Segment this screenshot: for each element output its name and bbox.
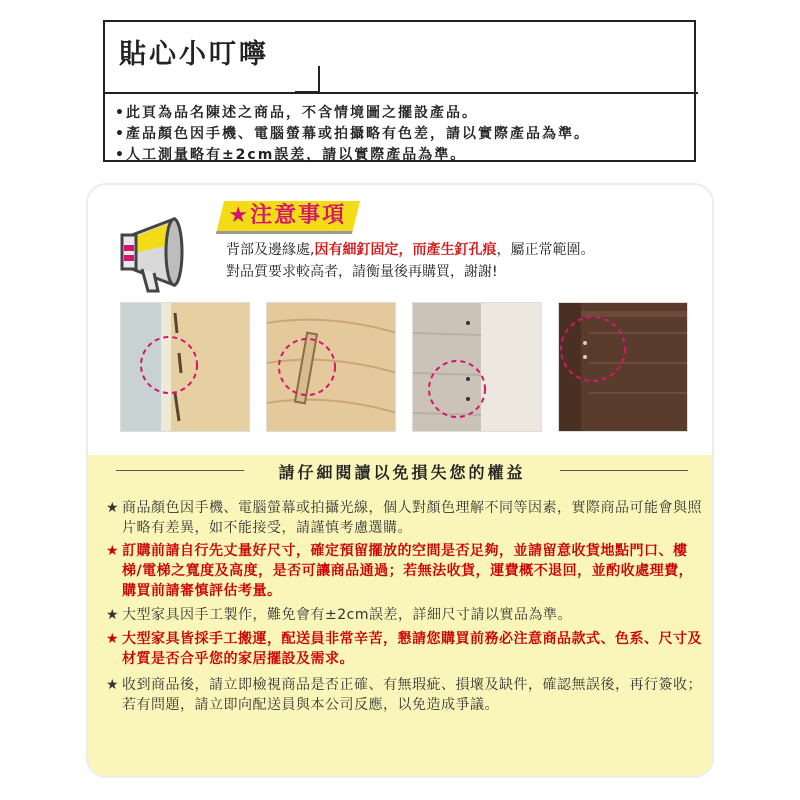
star-icon: ★ — [106, 500, 120, 516]
reading-item-text: 大型家具皆採手工搬運，配送員非常辛苦，懇請您購買前務必注意商品款式、色系、尺寸及材質是否合乎您的家居擺設及需求。 — [122, 631, 702, 667]
notice-line-1: •此頁為品名陳述之商品，不含情境圖之擺設產品。 — [115, 105, 478, 121]
notice-divider-hook — [295, 58, 325, 94]
reading-item-1 — [106, 498, 702, 538]
reading-item-2 — [106, 541, 702, 601]
reading-item-text: 收到商品後，請立即檢視商品是否正確、有無瑕疵、損壞及缺件，確認無誤後，再行簽收；若有問題，請立即向配送員與本公司反應，以免造成爭議。 — [122, 677, 702, 713]
warning-badge-label: ★注意事項 — [228, 203, 347, 228]
reading-item-4 — [106, 629, 702, 669]
notice-line-2: •產品顏色因手機、電腦螢幕或拍攝略有色差，請以實際產品為準。 — [115, 126, 590, 142]
reading-item-text: 訂購前請自行先丈量好尺寸，確定預留擺放的空間是否足夠，並請留意收貨地點門口、樓梯/電梯之寬度及高度，是否可讓商品通過；若無法收貨，運費概不退回，並酌收處理費，購買前請審慎評估考量。 — [122, 543, 694, 599]
notice-line-3: •人工測量略有±2cm誤差，請以實際產品為準。 — [115, 147, 467, 163]
warning-line-1-red: 因有細釘固定，而產生釘孔痕 — [314, 242, 497, 258]
photo-row — [120, 302, 688, 432]
star-icon: ★ — [106, 631, 120, 647]
white-panel-photo — [412, 302, 542, 432]
warning-line-1-post: ，屬正常範圍。 — [496, 242, 595, 258]
notice-divider — [105, 92, 698, 94]
star-icon: ★ — [106, 607, 120, 623]
reading-item-5 — [106, 675, 702, 715]
reading-item-text: 大型家具因手工製作，難免會有±2cm誤差，詳細尺寸請以實品為準。 — [122, 607, 572, 623]
warning-badge — [216, 201, 360, 234]
reading-panel — [88, 455, 714, 778]
reading-item-text: 商品顏色因手機、電腦螢幕或拍攝光線，個人對顏色理解不同等因素，實際商品可能會與照片略有差異，如不能接受，請謹慎考慮選購。 — [122, 500, 702, 536]
notice-box — [103, 20, 696, 162]
wood-grain-photo — [266, 302, 396, 432]
star-icon: ★ — [106, 543, 120, 559]
dark-wood-photo — [558, 302, 688, 432]
warning-line-2: 對品質要求較高者，請衡量後再購買，謝謝! — [226, 264, 498, 280]
star-icon: ★ — [106, 677, 120, 693]
warning-line-1 — [226, 239, 594, 259]
warning-line-1-pre: 背部及邊緣處, — [226, 242, 315, 258]
reading-item-3 — [106, 605, 702, 625]
reading-heading: 請仔細閱讀以免損失您的權益 — [278, 463, 526, 482]
megaphone-icon — [114, 207, 214, 297]
notice-title: 貼心小叮嚀 — [119, 39, 269, 70]
caution-card — [86, 183, 714, 778]
wood-edge-photo — [120, 302, 250, 432]
heading-rule-right — [560, 470, 688, 471]
